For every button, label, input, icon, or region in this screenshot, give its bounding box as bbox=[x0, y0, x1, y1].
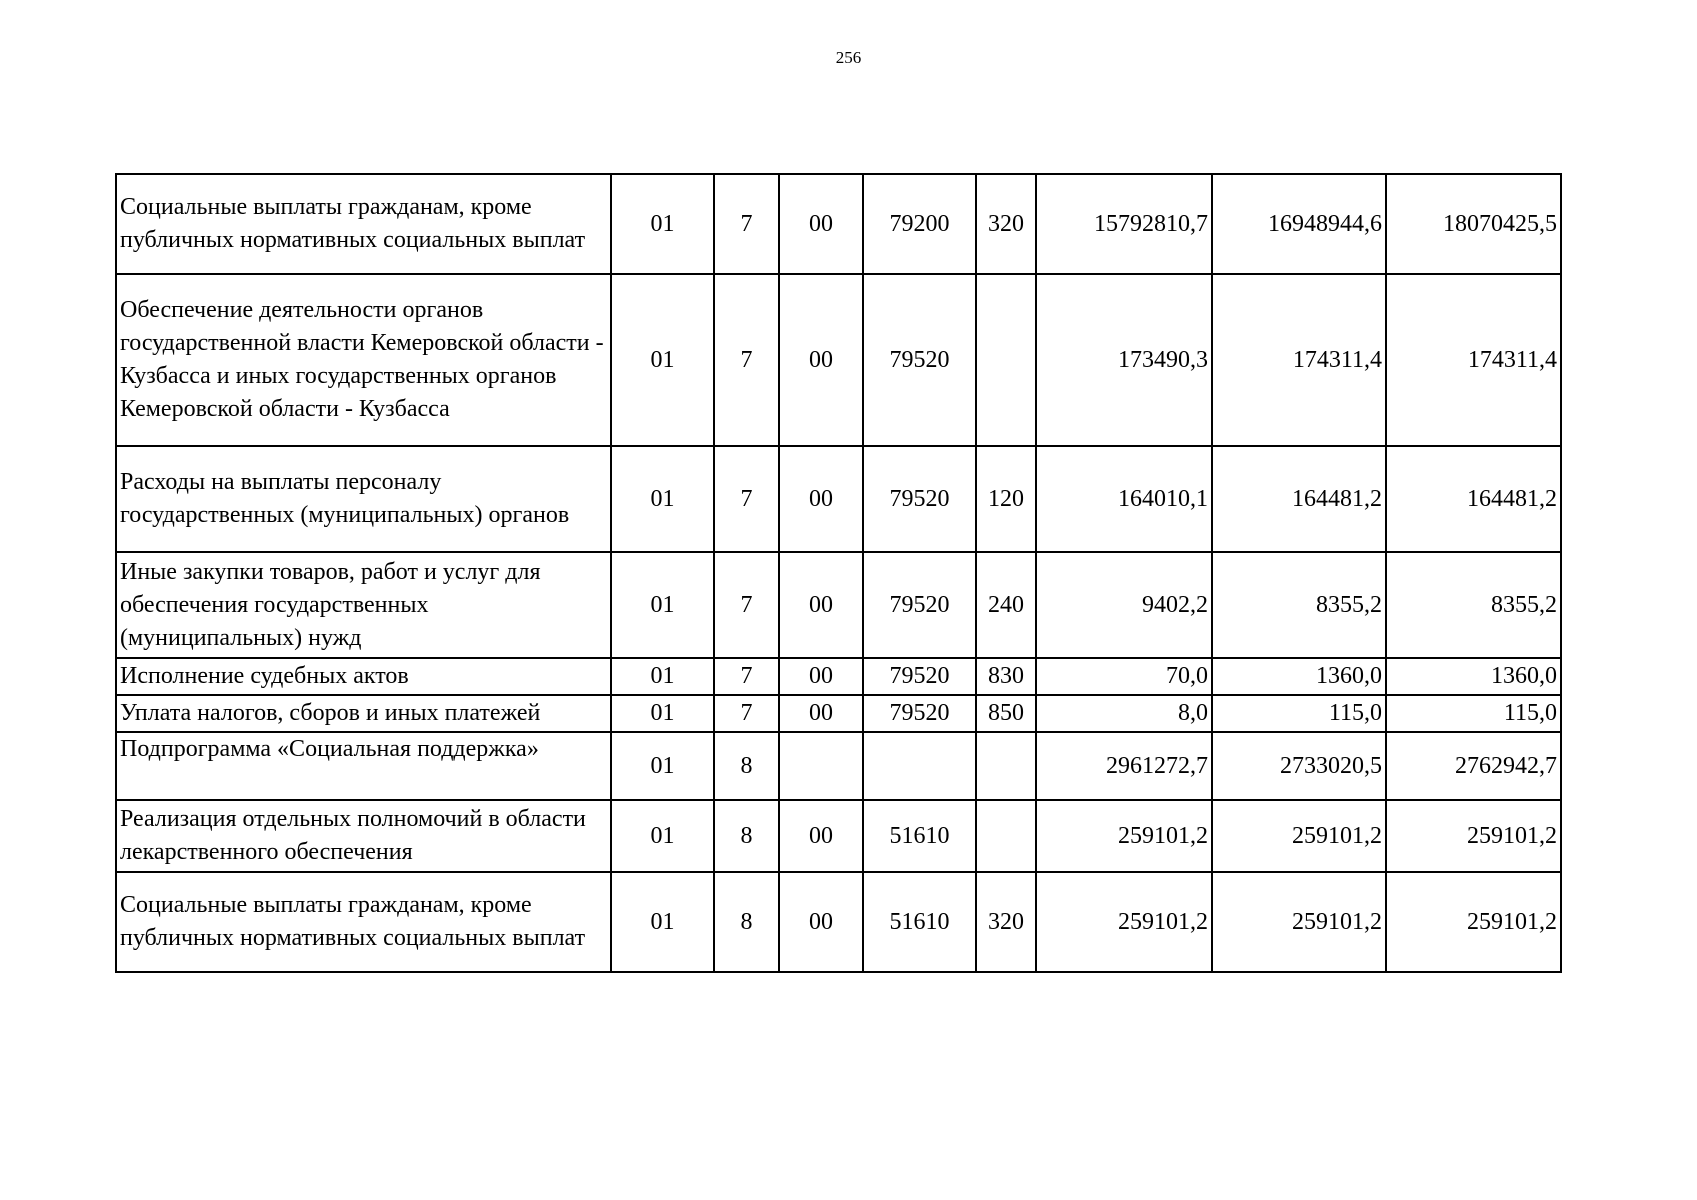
subprogram-code-cell: 7 bbox=[714, 174, 779, 274]
subprogram-code-cell: 7 bbox=[714, 695, 779, 732]
table-row bbox=[116, 800, 1561, 872]
amount-year1-cell: 259101,2 bbox=[1036, 800, 1212, 872]
ministry-code-cell: 01 bbox=[611, 174, 714, 274]
amount-year3-cell: 174311,4 bbox=[1386, 274, 1561, 446]
budget-table bbox=[115, 173, 1562, 973]
direction-code-cell bbox=[863, 732, 976, 800]
amount-year3-cell: 2762942,7 bbox=[1386, 732, 1561, 800]
expense-type-code-cell: 320 bbox=[976, 174, 1036, 274]
direction-code-cell: 79520 bbox=[863, 274, 976, 446]
amount-year1-cell: 70,0 bbox=[1036, 658, 1212, 695]
expense-type-code-cell bbox=[976, 800, 1036, 872]
amount-year2-cell: 174311,4 bbox=[1212, 274, 1386, 446]
amount-year1-cell: 9402,2 bbox=[1036, 552, 1212, 658]
subprogram-code-cell: 8 bbox=[714, 800, 779, 872]
subprogram-code-cell: 8 bbox=[714, 872, 779, 972]
subprogram-code-cell: 7 bbox=[714, 658, 779, 695]
expense-type-code-cell: 850 bbox=[976, 695, 1036, 732]
event-code-cell: 00 bbox=[779, 174, 863, 274]
table-row bbox=[116, 658, 1561, 695]
expense-name-cell: Обеспечение деятельности органов государственной власти Кемеровской области - Кузбасса и иных государственных органов Кемеровской области - Кузбасса bbox=[116, 274, 611, 446]
amount-year3-cell: 18070425,5 bbox=[1386, 174, 1561, 274]
event-code-cell: 00 bbox=[779, 872, 863, 972]
ministry-code-cell: 01 bbox=[611, 800, 714, 872]
amount-year3-cell: 1360,0 bbox=[1386, 658, 1561, 695]
ministry-code-cell: 01 bbox=[611, 732, 714, 800]
event-code-cell bbox=[779, 732, 863, 800]
expense-name-cell: Исполнение судебных актов bbox=[116, 658, 611, 695]
amount-year2-cell: 259101,2 bbox=[1212, 872, 1386, 972]
amount-year1-cell: 173490,3 bbox=[1036, 274, 1212, 446]
amount-year1-cell: 164010,1 bbox=[1036, 446, 1212, 552]
amount-year1-cell: 15792810,7 bbox=[1036, 174, 1212, 274]
expense-type-code-cell bbox=[976, 274, 1036, 446]
ministry-code-cell: 01 bbox=[611, 552, 714, 658]
expense-name-cell: Реализация отдельных полномочий в области лекарственного обеспечения bbox=[116, 800, 611, 872]
expense-name-cell: Уплата налогов, сборов и иных платежей bbox=[116, 695, 611, 732]
subprogram-code-cell: 7 bbox=[714, 446, 779, 552]
amount-year1-cell: 8,0 bbox=[1036, 695, 1212, 732]
event-code-cell: 00 bbox=[779, 274, 863, 446]
amount-year2-cell: 164481,2 bbox=[1212, 446, 1386, 552]
direction-code-cell: 79520 bbox=[863, 695, 976, 732]
ministry-code-cell: 01 bbox=[611, 658, 714, 695]
amount-year3-cell: 115,0 bbox=[1386, 695, 1561, 732]
event-code-cell: 00 bbox=[779, 695, 863, 732]
amount-year3-cell: 8355,2 bbox=[1386, 552, 1561, 658]
direction-code-cell: 51610 bbox=[863, 800, 976, 872]
ministry-code-cell: 01 bbox=[611, 274, 714, 446]
expense-name-cell: Социальные выплаты гражданам, кроме публичных нормативных социальных выплат bbox=[116, 872, 611, 972]
amount-year1-cell: 2961272,7 bbox=[1036, 732, 1212, 800]
expense-type-code-cell: 120 bbox=[976, 446, 1036, 552]
expense-name-cell: Расходы на выплаты персоналу государственных (муниципальных) органов bbox=[116, 446, 611, 552]
amount-year3-cell: 259101,2 bbox=[1386, 872, 1561, 972]
table-row bbox=[116, 274, 1561, 446]
table-row bbox=[116, 552, 1561, 658]
amount-year2-cell: 16948944,6 bbox=[1212, 174, 1386, 274]
direction-code-cell: 79520 bbox=[863, 658, 976, 695]
direction-code-cell: 51610 bbox=[863, 872, 976, 972]
amount-year2-cell: 1360,0 bbox=[1212, 658, 1386, 695]
amount-year3-cell: 164481,2 bbox=[1386, 446, 1561, 552]
table-row bbox=[116, 446, 1561, 552]
page-number: 256 bbox=[835, 48, 862, 67]
amount-year2-cell: 115,0 bbox=[1212, 695, 1386, 732]
amount-year2-cell: 2733020,5 bbox=[1212, 732, 1386, 800]
event-code-cell: 00 bbox=[779, 800, 863, 872]
expense-name-cell: Иные закупки товаров, работ и услуг для обеспечения государственных (муниципальных) нужд bbox=[116, 552, 611, 658]
table-row bbox=[116, 174, 1561, 274]
expense-name-cell: Подпрограмма «Социальная поддержка» bbox=[116, 732, 611, 800]
direction-code-cell: 79520 bbox=[863, 552, 976, 658]
expense-type-code-cell: 240 bbox=[976, 552, 1036, 658]
amount-year1-cell: 259101,2 bbox=[1036, 872, 1212, 972]
direction-code-cell: 79200 bbox=[863, 174, 976, 274]
event-code-cell: 00 bbox=[779, 446, 863, 552]
event-code-cell: 00 bbox=[779, 658, 863, 695]
amount-year2-cell: 8355,2 bbox=[1212, 552, 1386, 658]
event-code-cell: 00 bbox=[779, 552, 863, 658]
direction-code-cell: 79520 bbox=[863, 446, 976, 552]
table-row bbox=[116, 732, 1561, 800]
expense-type-code-cell: 830 bbox=[976, 658, 1036, 695]
table-row bbox=[116, 872, 1561, 972]
ministry-code-cell: 01 bbox=[611, 872, 714, 972]
expense-type-code-cell bbox=[976, 732, 1036, 800]
subprogram-code-cell: 8 bbox=[714, 732, 779, 800]
amount-year2-cell: 259101,2 bbox=[1212, 800, 1386, 872]
subprogram-code-cell: 7 bbox=[714, 274, 779, 446]
ministry-code-cell: 01 bbox=[611, 695, 714, 732]
ministry-code-cell: 01 bbox=[611, 446, 714, 552]
table-row bbox=[116, 695, 1561, 732]
subprogram-code-cell: 7 bbox=[714, 552, 779, 658]
amount-year3-cell: 259101,2 bbox=[1386, 800, 1561, 872]
expense-type-code-cell: 320 bbox=[976, 872, 1036, 972]
expense-name-cell: Социальные выплаты гражданам, кроме публичных нормативных социальных выплат bbox=[116, 174, 611, 274]
